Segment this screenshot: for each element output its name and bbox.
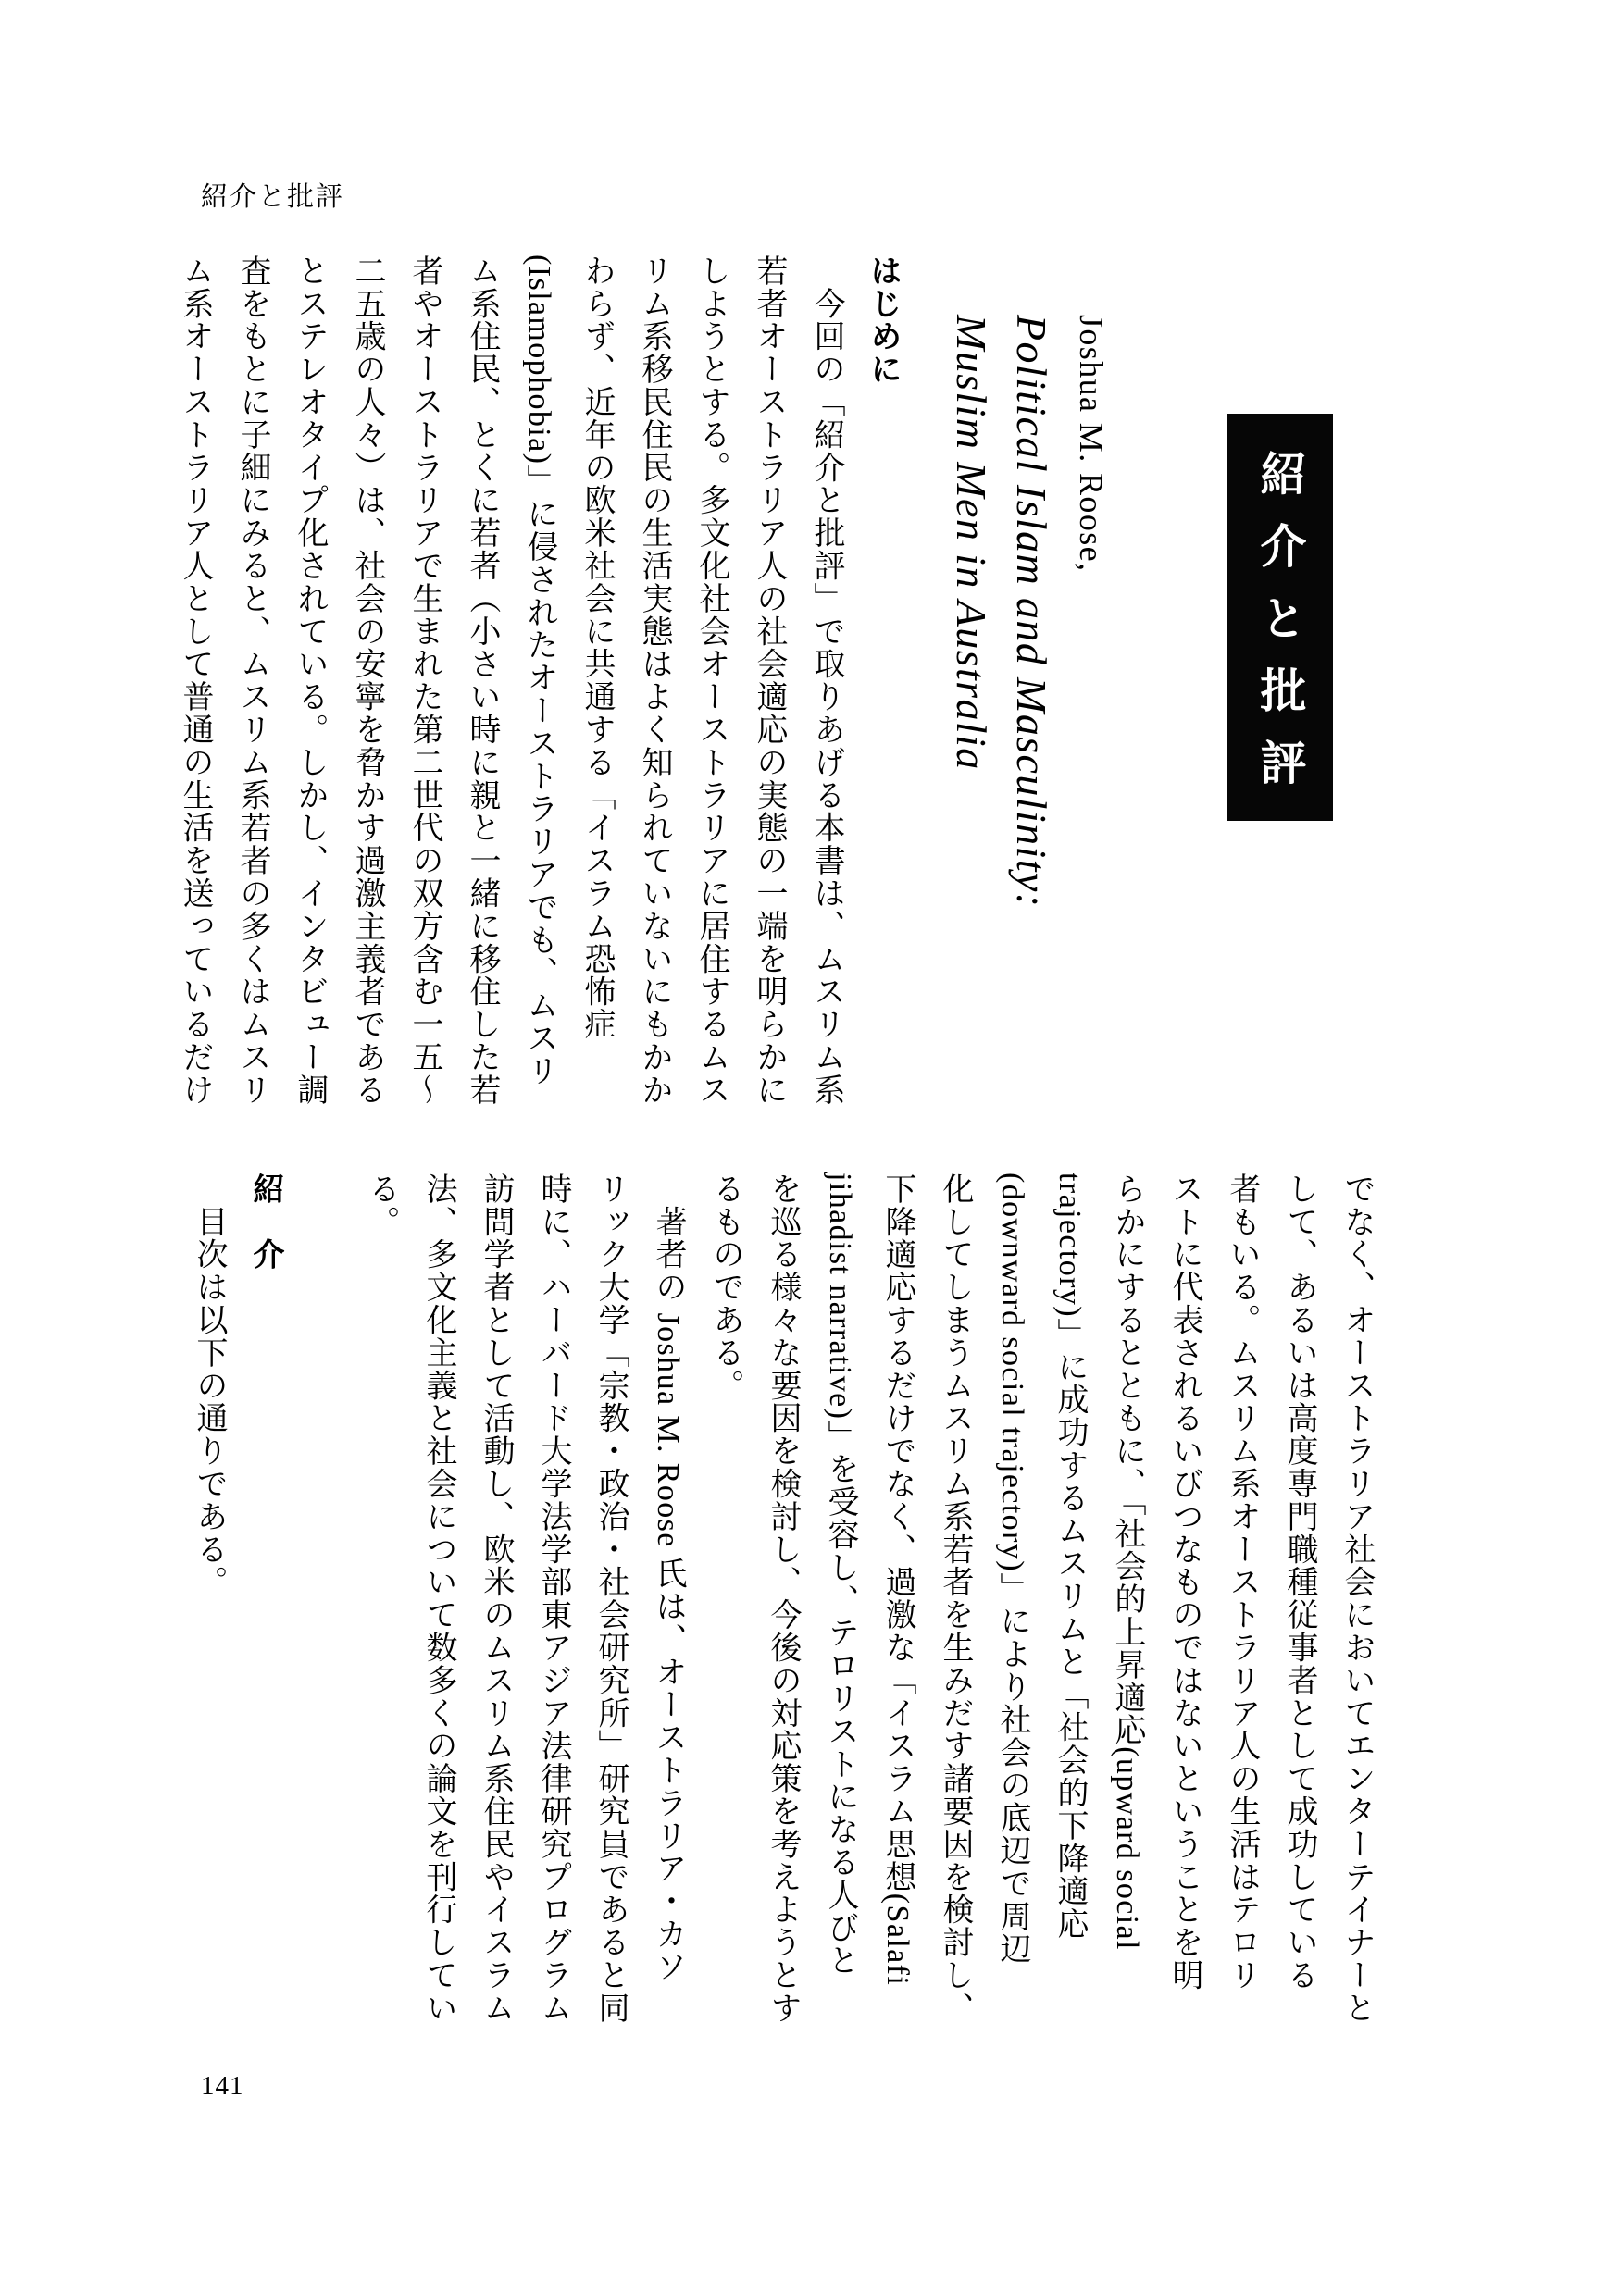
page-number: 141 (201, 2071, 244, 2101)
text-column: 査をもとに子細にみると、ムスリム系若者の多くはムスリ (235, 254, 269, 1107)
text-column: 者もいる。ムスリム系オーストラリア人の生活はテロリ (1225, 1173, 1259, 1992)
text-column: 化してしまうムスリム系若者を生みだす諸要因を検討し、 (938, 1173, 972, 2025)
toc-intro-line: 目次は以下の通りである。 (192, 1173, 226, 1599)
text-column: らかにするとともに、「社会的上昇適応(upward social (1110, 1173, 1144, 1951)
text-column: わらず、近年の欧米社会に共通する「イスラム恐怖症 (579, 254, 614, 1041)
text-column: リック大学「宗教・政治・社会研究所」研究員であると同 (593, 1173, 628, 2025)
text-column: 者やオーストラリアで生まれた第二世代の双方含む一五〜 (407, 254, 442, 1107)
book-title-line-1: Political Islam and Masculinity: (1008, 315, 1055, 909)
text-column: 著者の Joshua M. Roose 氏は、オーストラリア・カソ (651, 1173, 685, 1983)
text-column: 二五歳の人々）は、社会の安寧を脅かす過激主義者である (350, 254, 384, 1107)
intro-section (166, 254, 1120, 1107)
book-title-line-2: Muslim Men in Australia (948, 315, 995, 771)
text-column: 時に、ハーバード大学法学部東アジア法律研究プログラム (536, 1173, 570, 2025)
text-column: jihadist narrative)」を受容し、テロリストになる人びと (823, 1173, 857, 1978)
book-author: Joshua M. Roose, (1073, 315, 1110, 573)
body-paragraphs (352, 1173, 1385, 2025)
text-column: しようとする。多文化社会オーストラリアに居住するムス (694, 254, 729, 1107)
text-column: リム系移民住民の生活実態はよく知られていないにもかか (637, 254, 671, 1107)
text-column: を巡る様々な要因を検討し、今後の対応策を考えようとす (766, 1173, 800, 2025)
text-column: るものである。 (708, 1173, 742, 1402)
text-column: (downward social trajectory)」により社会の底辺で周辺 (995, 1173, 1029, 1966)
text-column: でなく、オーストラリア社会においてエンターテイナーと (1339, 1173, 1374, 2025)
text-column: ム系オーストラリア人として普通の生活を送っているだけ (178, 254, 212, 1107)
section-title-box (1227, 414, 1333, 821)
text-column: ム系住民、とくに若者（小さい時に親と一緒に移住した若 (465, 254, 499, 1107)
text-column: とステレオタイプ化されている。しかし、インタビュー調 (293, 254, 327, 1107)
column-gap (912, 254, 940, 1107)
text-column: 法、多文化主義と社会について数多くの論文を刊行してい (421, 1173, 455, 2025)
text-column: して、あるいは高度専門職種従事者として成功している (1282, 1173, 1316, 1992)
text-column: (Islamophobia)」に侵されたオーストラリアでも、ムスリ (522, 254, 556, 1087)
text-column: 訪問学者として活動し、欧米のムスリム系住民やイスラム (479, 1173, 513, 2025)
text-column: ストに代表されるいびつなものではないということを明 (1167, 1173, 1202, 1992)
text-column: る。 (364, 1173, 398, 1238)
text-column: 若者オーストラリア人の社会適応の実態の一端を明らかに (752, 254, 786, 1107)
section-title-box-text: 紹介と批評 (1253, 450, 1306, 811)
running-header: 紹介と批評 (201, 182, 345, 212)
text-column: 下降適応するだけでなく、過激な「イスラム思想(Salafi (880, 1173, 915, 1987)
intro-heading: はじめに (866, 254, 901, 386)
review-heading: 紹 介 (248, 1173, 283, 1272)
body-section (180, 1173, 1385, 2025)
text-column: trajectory)」に成功するムスリムと「社会的下降適応 (1052, 1173, 1087, 1941)
text-column: 今回の「紹介と批評」で取りあげる本書は、ムスリム系 (809, 254, 843, 1107)
intro-paragraph (166, 254, 854, 1107)
section-gap (294, 1173, 352, 2025)
